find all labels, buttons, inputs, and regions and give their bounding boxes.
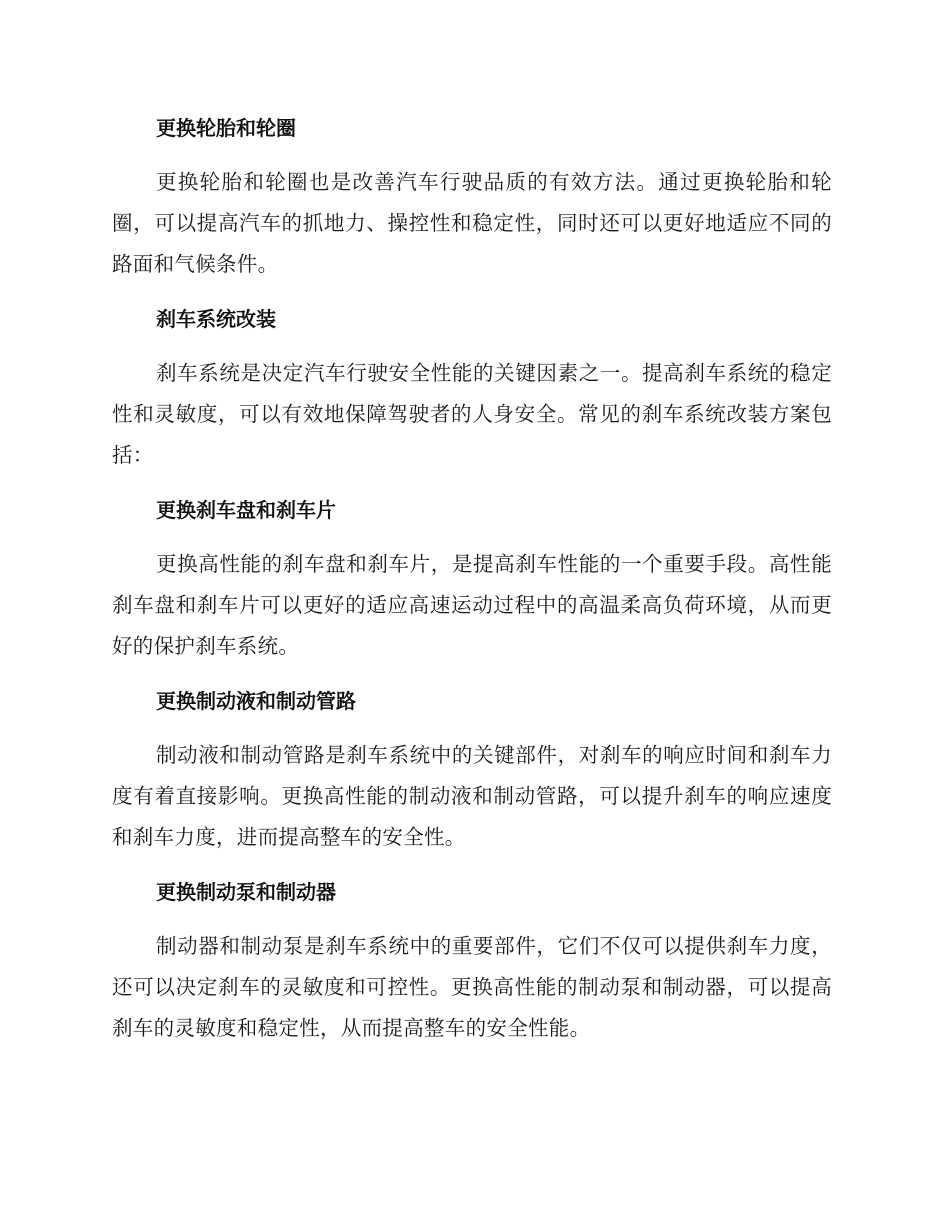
section-heading-brake-system: 刹车系统改装 — [156, 307, 276, 331]
section-body-tires: 更换轮胎和轮圈也是改善汽车行驶品质的有效方法。通过更换轮胎和轮圈，可以提高汽车的抓地力、操控性和稳定性，同时还可以更好地适应不同的路面和气候条件。 — [112, 170, 832, 276]
section-heading-brake-fluid: 更换制动液和制动管路 — [156, 689, 356, 713]
section-heading-brake-pump: 更换制动泵和制动器 — [156, 880, 336, 904]
section-heading-brake-discs: 更换刹车盘和刹车片 — [156, 498, 336, 522]
section-body-brake-pump: 制动器和制动泵是刹车系统中的重要部件，它们不仅可以提供刹车力度，还可以决定刹车的灵敏度和可控性。更换高性能的制动泵和制动器，可以提高刹车的灵敏度和稳定性，从而提高整车的安全性能。 — [112, 934, 832, 1040]
section-body-brake-discs: 更换高性能的刹车盘和刹车片，是提高刹车性能的一个重要手段。高性能刹车盘和刹车片可以更好的适应高速运动过程中的高温柔高负荷环境，从而更好的保护刹车系统。 — [112, 552, 832, 658]
document-page — [112, 108, 832, 1063]
section-heading-tires: 更换轮胎和轮圈 — [156, 116, 296, 140]
section-body-brake-system: 刹车系统是决定汽车行驶安全性能的关键因素之一。提高刹车系统的稳定性和灵敏度，可以有效地保障驾驶者的人身安全。常见的刹车系统改装方案包括： — [112, 361, 832, 467]
section-body-brake-fluid: 制动液和制动管路是刹车系统中的关键部件，对刹车的响应时间和刹车力度有着直接影响。更换高性能的制动液和制动管路，可以提升刹车的响应速度和刹车力度，进而提高整车的安全性。 — [112, 743, 832, 849]
